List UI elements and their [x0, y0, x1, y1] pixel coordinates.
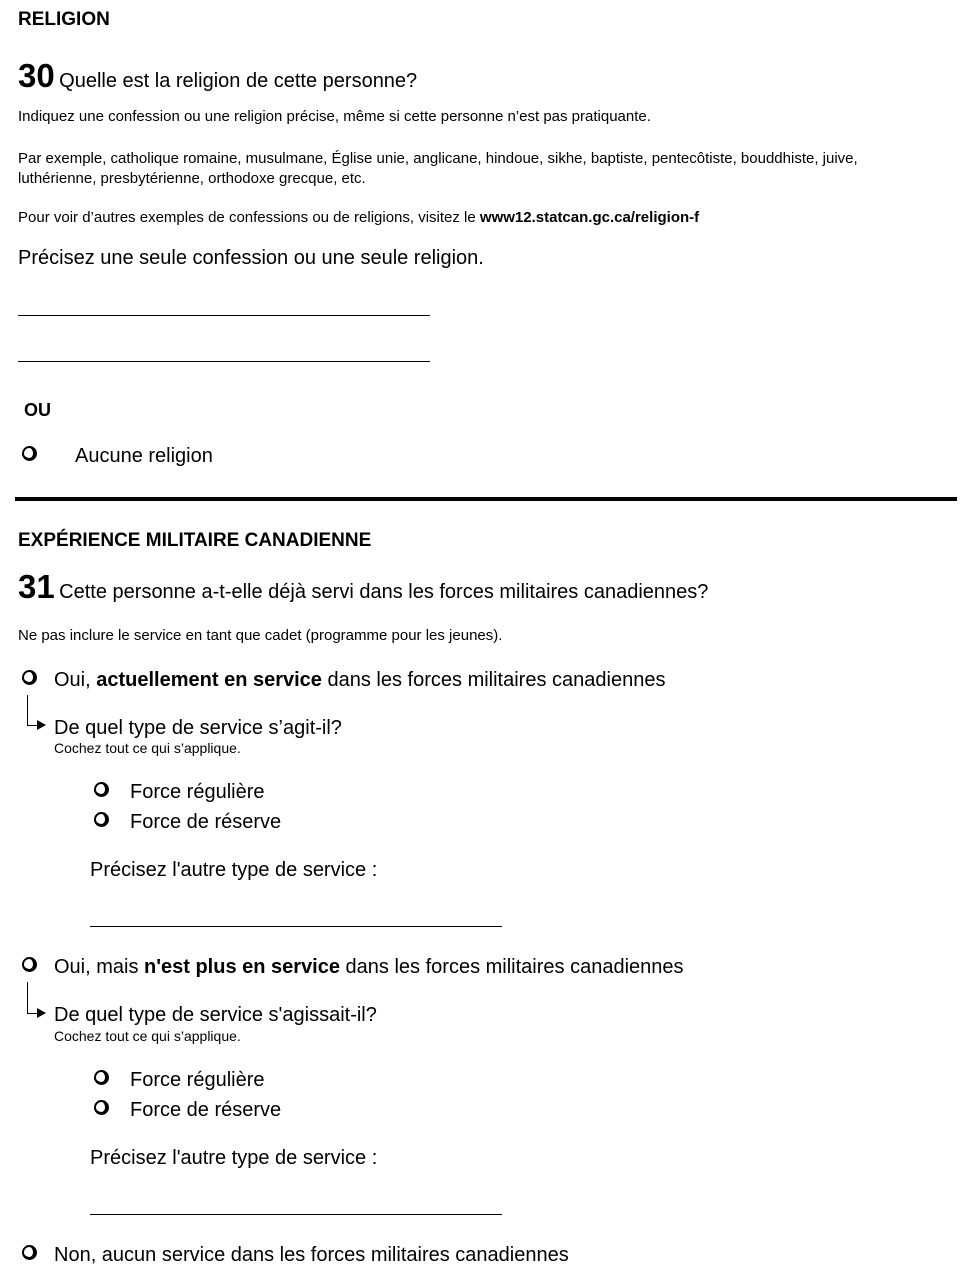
more-examples-prefix: Pour voir d’autres exemples de confessions ou de religions, visitez le [18, 209, 480, 226]
option-suffix: dans les forces militaires canadiennes [340, 956, 684, 978]
military-instruction: Ne pas inclure le service en tant que cadet (programme pour les jeunes). [18, 627, 503, 644]
followup-hint-1: Cochez tout ce qui s’applique. [54, 740, 241, 756]
regular-force-checkbox-1[interactable] [94, 782, 109, 797]
religion-write-in-line-1[interactable] [18, 315, 430, 316]
followup-hint-2: Cochez tout ce qui s’applique. [54, 1028, 241, 1044]
skip-arrow-icon [27, 982, 28, 1013]
followup-question-2: De quel type de service s'agissait-il? [54, 1004, 377, 1026]
option-bold: n'est plus en service [144, 956, 340, 978]
other-service-write-in-2[interactable] [90, 1214, 502, 1215]
previously-served-radio[interactable] [22, 957, 37, 972]
no-service-radio[interactable] [22, 1245, 37, 1260]
no-religion-radio[interactable] [22, 446, 37, 461]
reserve-force-checkbox-2[interactable] [94, 1100, 109, 1115]
question-text: Quelle est la religion de cette personne? [59, 70, 418, 92]
regular-force-label-2: Force régulière [130, 1069, 265, 1091]
question-31-heading [18, 568, 708, 606]
arrow-head-icon [37, 720, 46, 730]
instruction-text: Indiquez une confession ou une religion précise, même si cette personne n’est pas pratiquante. [18, 108, 651, 125]
option-suffix: dans les forces militaires canadiennes [321, 669, 666, 691]
arrow-head-icon [37, 1008, 46, 1018]
currently-serving-radio[interactable] [22, 670, 37, 685]
section-title-military: EXPÉRIENCE MILITAIRE CANADIENNE [18, 530, 372, 551]
regular-force-checkbox-2[interactable] [94, 1070, 109, 1085]
question-number: 30 [18, 57, 55, 94]
skip-arrow-icon [27, 695, 28, 725]
reserve-force-checkbox-1[interactable] [94, 812, 109, 827]
followup-question-1: De quel type de service s’agit-il? [54, 717, 342, 739]
option-bold: actuellement en service [96, 669, 322, 691]
other-service-label-1: Précisez l'autre type de service : [90, 859, 378, 881]
examples-line-2: luthérienne, presbytérienne, orthodoxe grecque, etc. [18, 170, 366, 187]
other-service-label-2: Précisez l'autre type de service : [90, 1147, 378, 1169]
more-examples-text [18, 209, 699, 226]
or-label: OU [24, 400, 51, 420]
question-30-heading [18, 57, 417, 95]
option-prefix: Oui, [54, 669, 97, 691]
reserve-force-label-1: Force de réserve [130, 811, 282, 833]
regular-force-label-1: Force régulière [130, 781, 265, 803]
previously-served-label [54, 956, 684, 979]
question-number: 31 [18, 568, 55, 605]
examples-line-1: Par exemple, catholique romaine, musulmane, Église unie, anglicane, hindoue, sikhe, baptiste, pentecôtiste, bouddhiste, juive, [18, 150, 858, 167]
currently-serving-label [54, 669, 665, 692]
religion-link[interactable]: www12.statcan.gc.ca/religion-f [479, 209, 700, 226]
reserve-force-label-2: Force de réserve [130, 1099, 282, 1121]
specify-instruction: Précisez une seule confession ou une seule religion. [18, 247, 484, 269]
section-divider [15, 497, 957, 501]
section-title-religion: RELIGION [18, 9, 110, 30]
other-service-write-in-1[interactable] [90, 926, 502, 927]
no-service-label: Non, aucun service dans les forces militaires canadiennes [54, 1244, 569, 1266]
no-religion-label: Aucune religion [75, 445, 213, 467]
religion-write-in-line-2[interactable] [18, 361, 430, 362]
question-text: Cette personne a-t-elle déjà servi dans les forces militaires canadiennes? [59, 581, 709, 603]
option-prefix: Oui, mais [54, 956, 145, 978]
